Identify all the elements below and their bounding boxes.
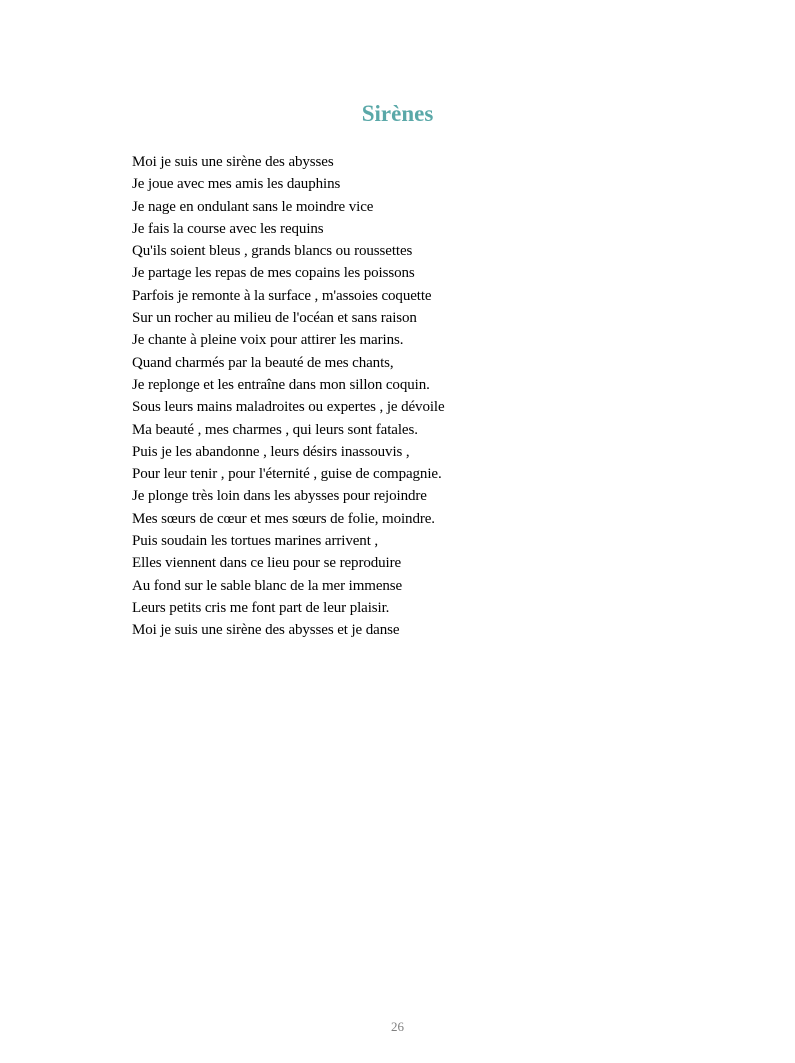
poem-line: Elles viennent dans ce lieu pour se reproduire xyxy=(132,555,402,572)
poem-line: Ma beauté , mes charmes , qui leurs sont fatales. xyxy=(132,421,418,438)
poem-line: Pour leur tenir , pour l'éternité , guise de compagnie. xyxy=(132,466,442,483)
poem-line: Au fond sur le sable blanc de la mer immense xyxy=(132,577,403,594)
poem-line: Parfois je remonte à la surface , m'assoies coquette xyxy=(132,287,432,304)
poem-line: Leurs petits cris me font part de leur plaisir. xyxy=(132,599,390,616)
poem-line: Puis soudain les tortues marines arrivent , xyxy=(132,533,379,550)
poem-body xyxy=(132,151,692,642)
poem-line: Je plonge très loin dans les abysses pour rejoindre xyxy=(132,488,427,505)
poem-line: Sous leurs mains maladroites ou expertes , je dévoile xyxy=(132,399,445,416)
poem-line: Qu'ils soient bleus , grands blancs ou roussettes xyxy=(132,243,413,260)
poem-line: Sur un rocher au milieu de l'océan et sans raison xyxy=(132,310,417,327)
poem-line: Je fais la course avec les requins xyxy=(132,220,324,237)
poem-line: Mes sœurs de cœur et mes sœurs de folie, moindre. xyxy=(132,510,435,527)
poem-line: Je partage les repas de mes copains les poissons xyxy=(132,265,415,282)
poem-title: Sirènes xyxy=(361,101,434,126)
page-number: 26 xyxy=(391,1019,404,1034)
poem-line: Quand charmés par la beauté de mes chants, xyxy=(132,354,394,371)
poem-line: Moi je suis une sirène des abysses xyxy=(132,154,334,170)
poem-line: Je chante à pleine voix pour attirer les marins. xyxy=(132,332,404,349)
poem-line: Je joue avec mes amis les dauphins xyxy=(132,176,341,193)
poem-line: Je nage en ondulant sans le moindre vice xyxy=(132,198,374,215)
poem-line: Puis je les abandonne , leurs désirs inassouvis , xyxy=(132,443,410,460)
poem-line: Moi je suis une sirène des abysses et je danse xyxy=(132,622,400,639)
poem-line: Je replonge et les entraîne dans mon sillon coquin. xyxy=(132,376,430,393)
